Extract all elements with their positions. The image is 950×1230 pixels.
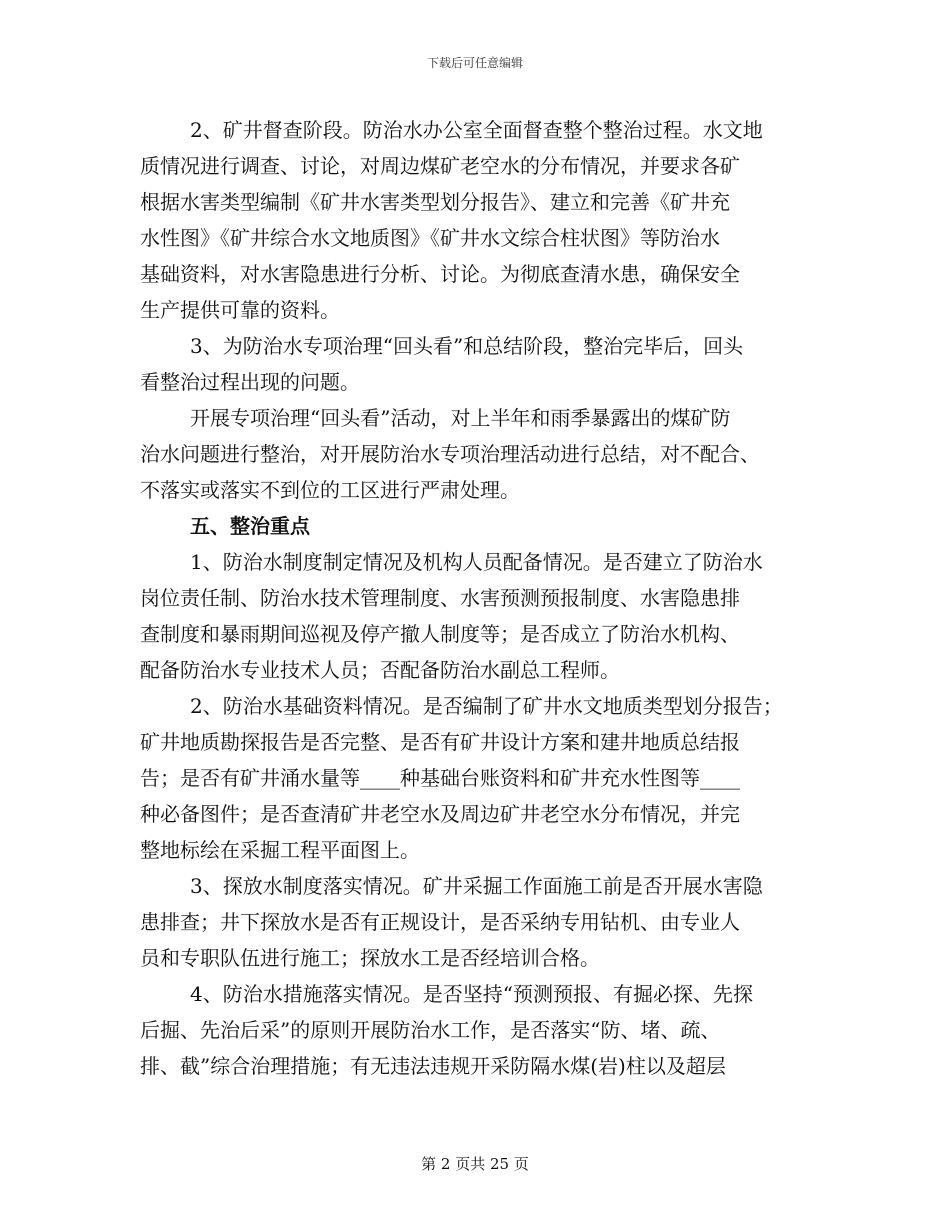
paragraph-line: 3、探放水制度落实情况。矿井采掘工作面施工前是否开展水害隐 [190, 874, 763, 898]
paragraph-line: 1、防治水制度制定情况及机构人员配备情况。是否建立了防治水 [190, 550, 763, 574]
paragraph-line: 排、截”综合治理措施；有无违法违规开采防隔水煤(岩)柱以及超层 [140, 1054, 726, 1078]
document-body [140, 112, 820, 1084]
paragraph-line: 员和专职队伍进行施工；探放水工是否经培训合格。 [140, 946, 600, 970]
paragraph-line: 基础资料，对水害隐患进行分析、讨论。为彻底查清水患，确保安全 [140, 262, 740, 286]
paragraph-line: 配备防治水专业技术人员；否配备防治水副总工程师。 [140, 658, 620, 682]
paragraph-line: 后掘、先治后采”的原则开展防治水工作，是否落实“防、堵、疏、 [140, 1018, 721, 1042]
page-number: 第 2 页共 25 页 [421, 1155, 529, 1173]
paragraph-line: 4、防治水措施落实情况。是否坚持“预测预报、有掘必探、先探 [190, 982, 753, 1006]
paragraph-line: 整地标绘在采掘工程平面图上。 [140, 838, 420, 862]
paragraph-line: 矿井地质勘探报告是否完整、是否有矿井设计方案和建井地质总结报 [140, 730, 740, 754]
paragraph-line: 患排查；井下探放水是否有正规设计，是否采纳专用钻机、由专业人 [140, 910, 740, 934]
section-heading: 五、整治重点 [190, 514, 310, 538]
paragraph-line: 不落实或落实不到位的工区进行严肃处理。 [140, 478, 520, 502]
paragraph-line: 3、为防治水专项治理“回头看”和总结阶段，整治完毕后，回头 [190, 334, 744, 358]
paragraph-line: 2、矿井督查阶段。防治水办公室全面督查整个整治过程。水文地 [190, 118, 763, 142]
paragraph-line: 岗位责任制、防治水技术管理制度、水害预测预报制度、水害隐患排 [140, 586, 740, 610]
paragraph-line: 种必备图件；是否查清矿井老空水及周边矿井老空水分布情况，并完 [140, 802, 740, 826]
paragraph-line: 生产提供可靠的资料。 [140, 298, 340, 322]
paragraph-line: 质情况进行调查、讨论，对周边煤矿老空水的分布情况，并要求各矿 [140, 154, 740, 178]
paragraph-line: 治水问题进行整治，对开展防治水专项治理活动进行总结，对不配合、 [140, 442, 760, 466]
paragraph-line: 水性图》《矿井综合水文地质图》《矿井水文综合柱状图》等防治水 [140, 226, 720, 250]
paragraph-line: 根据水害类型编制《矿井水害类型划分报告》、建立和完善《矿井充 [140, 190, 730, 214]
paragraph-line: 开展专项治理“回头看”活动，对上半年和雨季暴露出的煤矿防 [190, 406, 731, 430]
paragraph-line: 查制度和暴雨期间巡视及停产撤人制度等；是否成立了防治水机构、 [140, 622, 740, 646]
page-header: 下载后可任意编辑 [426, 56, 523, 70]
paragraph-line: 看整治过程出现的问题。 [140, 370, 360, 394]
paragraph-line: 2、防治水基础资料情况。是否编制了矿井水文地质类型划分报告； [190, 694, 783, 718]
paragraph-line: 告；是否有矿井涌水量等____种基础台账资料和矿井充水性图等____ [140, 766, 740, 790]
